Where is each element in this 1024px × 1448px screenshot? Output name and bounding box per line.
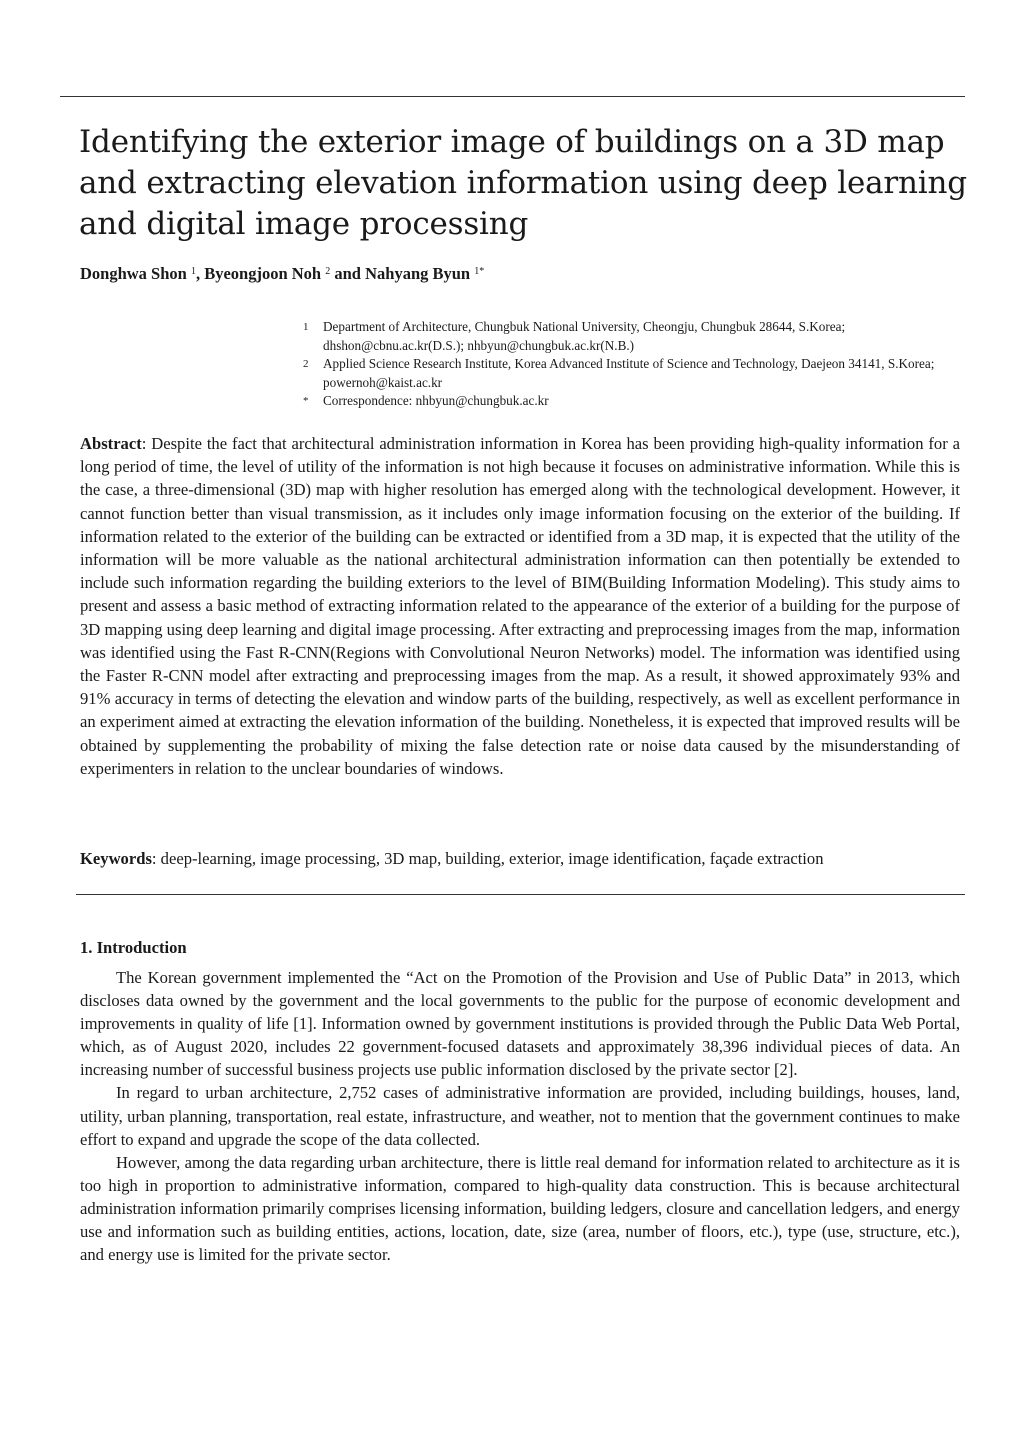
author-name: Nahyang Byun bbox=[365, 264, 471, 283]
body-paragraph: However, among the data regarding urban architecture, there is little real demand for information related to architecture as it is too high in proportion to administrative information, compared to high-quality data construction. This is because architectural administration information primarily comprises licensing information, building ledgers, closure and cancellation ledgers, and energy use and information such as building entities, actions, location, date, size (area, number of floors, etc.), type (use, structure, etc.), and energy use is limited for the private sector. bbox=[80, 1152, 960, 1265]
body-paragraph: In regard to urban architecture, 2,752 cases of administrative information are provided, including buildings, houses, land, utility, urban planning, transportation, real estate, infrastructure, and weather, not to mention that the government continues to make effort to expand and upgrade the scope of the data collected. bbox=[80, 1083, 960, 1149]
affiliation-text: Department of Architecture, Chungbuk National University, Cheongju, Chungbuk 28644, S.Korea; dhshon@cbnu.ac.kr(D.S.); nhbyun@chungbuk.ac.kr(N.B.) bbox=[323, 319, 846, 353]
affiliation-mark: 2 bbox=[303, 358, 309, 370]
keywords-label: Keywords bbox=[80, 849, 152, 868]
abstract-label: Abstract bbox=[80, 434, 142, 453]
author-name: Byeongjoon Noh bbox=[204, 264, 322, 283]
header-rule bbox=[60, 96, 965, 97]
paper-title: Identifying the exterior image of buildings on a 3D map and extracting elevation information using deep learning and digital image processing bbox=[79, 124, 967, 242]
affiliation-mark: 1 bbox=[303, 321, 309, 333]
introduction-body bbox=[80, 966, 960, 1266]
author-affiliation-mark: 1 bbox=[190, 266, 196, 277]
keywords bbox=[80, 847, 960, 870]
affiliation-item bbox=[300, 318, 970, 355]
affiliations bbox=[300, 318, 970, 411]
abstract bbox=[80, 432, 960, 780]
author-affiliation-mark: 1* bbox=[474, 266, 485, 277]
affiliation-text: Applied Science Research Institute, Korea Advanced Institute of Science and Technology, Daejeon 34141, S.Korea; powernoh@kaist.ac.kr bbox=[323, 356, 935, 390]
affiliation-item bbox=[300, 355, 970, 392]
section-divider bbox=[76, 894, 965, 895]
affiliation-mark: * bbox=[303, 395, 309, 407]
section-heading-introduction: 1. Introduction bbox=[80, 938, 187, 957]
affiliation-item bbox=[300, 392, 970, 411]
author-list bbox=[80, 264, 484, 284]
author-affiliation-mark: 2 bbox=[325, 266, 331, 277]
author-separator: , bbox=[195, 264, 205, 283]
abstract-text: : Despite the fact that architectural administration information in Korea has been providing high-quality information for a long period of time, the level of utility of the information is not high because it focuses on administrative information. While this is the case, a three-dimensional (3D) map with higher resolution has emerged along with the technological development. However, it cannot function better than visual transmission, as it includes only image information focusing on the exterior of the building. If information related to the exterior of the building can be extracted or identified from a 3D map, it is expected that the utility of the information will be more valuable as the national architectural administration information can then potentially be extended to include such information regarding the building exteriors to the level of BIM(Building Information Modeling). This study aims to present and assess a basic method of extracting information related to the appearance of the exterior of a building for the purpose of 3D mapping using deep learning and digital image processing. After extracting and preprocessing images from the map, information was identified using the Fast R-CNN(Regions with Convolutional Neuron Networks) model. The information was identified using the Faster R-CNN model after extracting and preprocessing images from the map. As a result, it showed approximately 93% and 91% accuracy in terms of detecting the elevation and window parts of the building, respectively, as well as excellent performance in an experiment aimed at extracting the elevation information of the building. Nonetheless, it is expected that improved results will be obtained by supplementing the probability of mixing the false detection rate or noise data caused by the misunderstanding of experimenters in relation to the unclear boundaries of windows. bbox=[80, 434, 960, 778]
body-paragraph: The Korean government implemented the “Act on the Promotion of the Provision and Use of Public Data” in 2013, which discloses data owned by the government and the local governments to the public for the purpose of economic development and improvements in quality of life [1]. Information owned by government institutions is provided through the Public Data Web Portal, which, as of August 2020, includes 22 government-focused datasets and approximately 38,396 individual pieces of data. An increasing number of successful business projects use public information disclosed by the private sector [2]. bbox=[80, 968, 960, 1080]
keywords-text: : deep-learning, image processing, 3D map, building, exterior, image identification, façade extraction bbox=[151, 849, 824, 868]
author-name: Donghwa Shon bbox=[80, 264, 187, 283]
affiliation-text: Correspondence: nhbyun@chungbuk.ac.kr bbox=[323, 393, 549, 408]
author-separator: and bbox=[330, 264, 366, 283]
